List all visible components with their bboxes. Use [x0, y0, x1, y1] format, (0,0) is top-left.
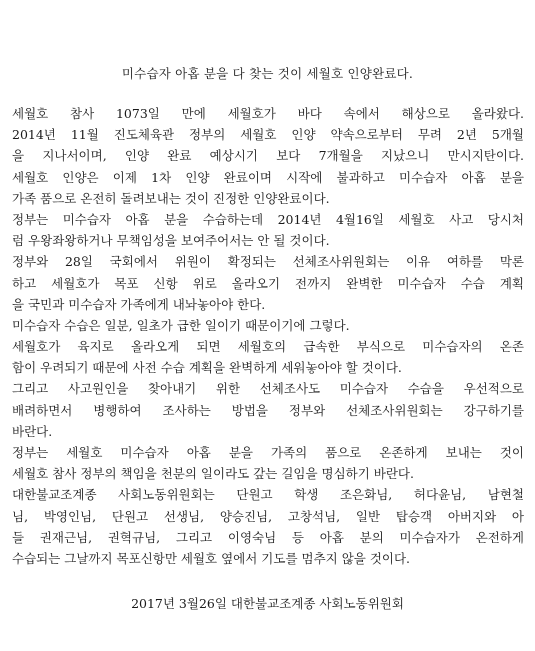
document-signature: 2017년 3월26일 대한불교조계종 사회노동위원회	[131, 596, 404, 611]
body-line: 정부는 세월호 미수습자 아홉 분을 가족의 품으로 온존하게 보내는 것이	[12, 445, 524, 460]
document-title: 미수습자 아홉 분을 다 찾는 것이 세월호 인양완료다.	[121, 66, 414, 81]
body-line: 들 권재근님, 권혁규님, 그리고 이영숙님 등 아홉 분의 미수습자가 온전하게	[12, 529, 524, 545]
body-line: 을 국민과 미수습자 가족에게 내놔놓아야 한다.	[12, 296, 266, 312]
body-line: 세월호 인양은 이제 1차 인양 완료이며 시작에 불과하고 미수습자 아홉 분을	[12, 169, 524, 185]
body-line: 배려하면서 병행하여 조사하는 방법을 정부와 선체조사위원회는 강구하기를	[12, 402, 524, 418]
body-line: 럼 우왕좌왕하거나 무책임성을 보여주어서는 안 될 것이다.	[12, 233, 330, 249]
body-line: 정부와 28일 국회에서 위원이 확정되는 선체조사위원회는 이유 여하를 막론	[12, 254, 524, 270]
body-line: 을 지나서이며, 인양 완료 예상시기 보다 7개월을 지났으니 만시지탄이다.	[12, 148, 524, 164]
body-line: 세월호 참사 1073일 만에 세월호가 바다 속에서 해상으로 올라왔다.	[12, 106, 524, 121]
body-line: 님, 박영인님, 단원고 선생님, 양승진님, 고창석님, 일반 탑승객 아버지와 아	[12, 508, 524, 524]
body-line: 하고 세월호가 목포 신항 위로 올라오기 전까지 완벽한 미수습자 수습 계획	[12, 275, 524, 291]
body-line: 세월호 참사 정부의 책임을 천분의 일이라도 갚는 길임을 명심하기 바란다.	[12, 466, 414, 482]
body-line: 대한불교조계종 사회노동위원회는 단원고 학생 조은화님, 허다윤님, 남현철	[12, 487, 524, 503]
body-line: 함이 우려되기 때문에 사전 수습 계획을 완벽하게 세워놓아야 할 것이다.	[12, 360, 402, 376]
document-body	[12, 103, 524, 569]
body-line: 가족 품으로 온전히 돌려보내는 것이 진정한 인양완료이다.	[12, 190, 330, 206]
body-line: 2014년 11월 진도체육관 정부의 세월호 인양 약속으로부터 무려 2년 5개월	[12, 127, 524, 143]
body-line: 수습되는 그날까지 목포신항만 세월호 옆에서 기도를 멈추지 않을 것이다.	[12, 550, 411, 566]
body-line: 그리고 사고원인을 찾아내기 위한 선체조사도 미수습자 수습을 우선적으로	[12, 381, 524, 397]
body-line: 세월호가 육지로 올라오게 되면 세월호의 급속한 부식으로 미수습자의 온존	[12, 339, 524, 355]
body-line: 정부는 미수습자 아홉 분을 수습하는데 2014년 4월16일 세월호 사고 당시처	[12, 211, 524, 227]
body-line: 미수습자 수습은 일분, 일초가 급한 일이기 때문이기에 그렇다.	[12, 317, 350, 333]
body-line: 바란다.	[12, 423, 53, 439]
